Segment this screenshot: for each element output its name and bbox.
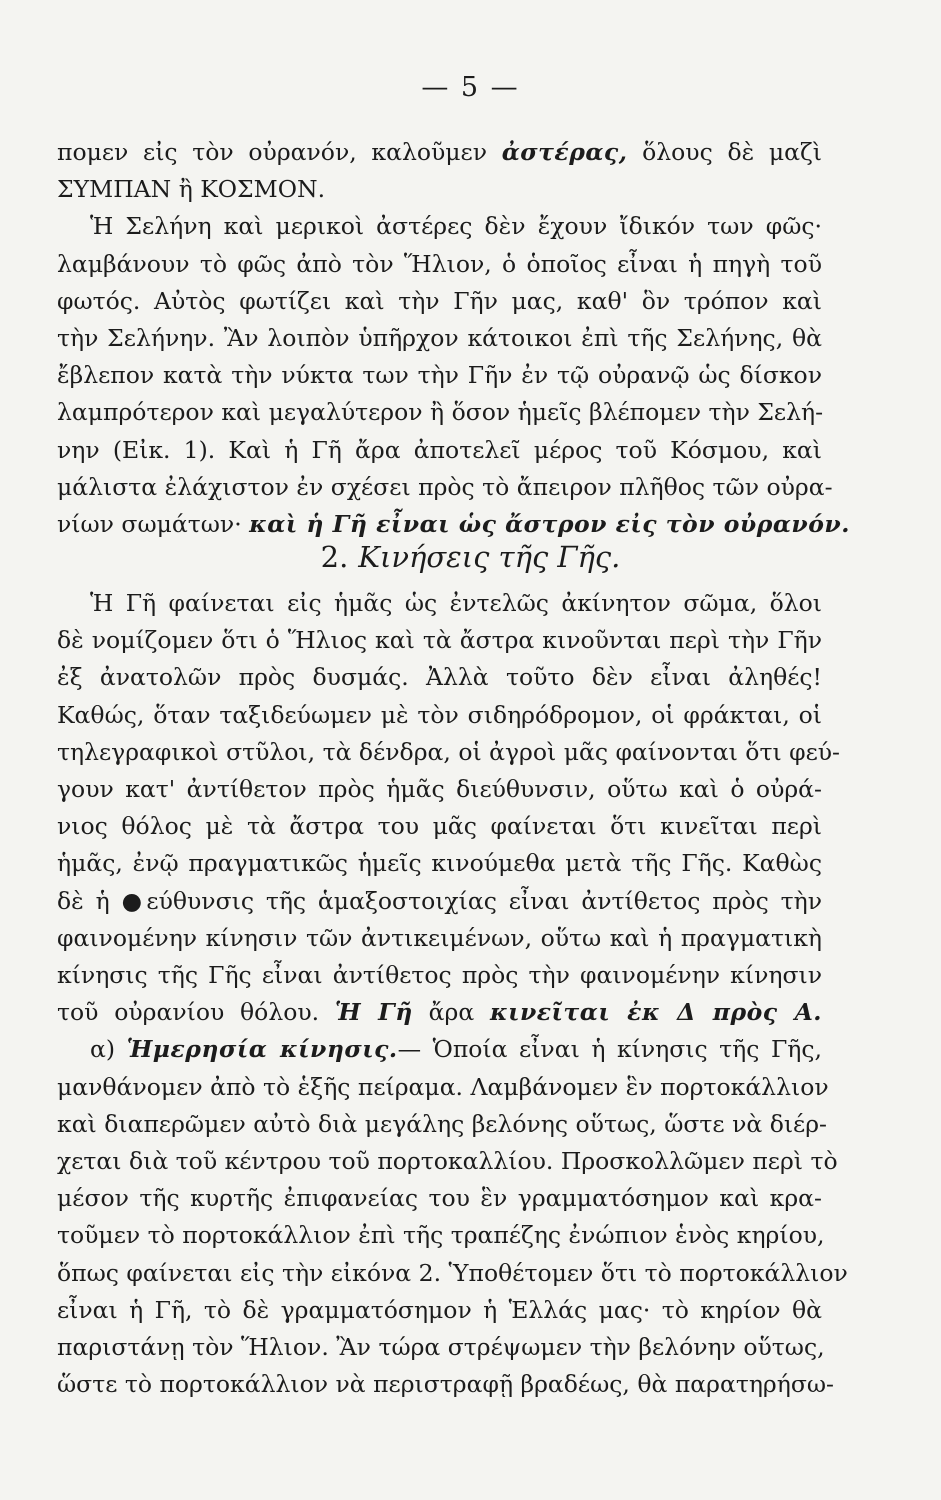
text-line: ὅπως φαίνεται εἰς τὴν εἰκόνα 2. Ὑποθέτομεν ὅτι τὸ πορτοκάλλιον <box>57 1258 848 1287</box>
emphasis-term: Ἡ Γῆ <box>334 998 413 1027</box>
text-line: ἡμᾶς, ἐνῷ πραγματικῶς ἡμεῖς κινούμεθα μετὰ τῆς Γῆς. Καθὼς <box>57 849 822 878</box>
text-line: κίνησις τῆς Γῆς εἶναι ἀντίθετος πρὸς τὴν φαινομένην κίνησιν <box>57 961 822 990</box>
paragraph-1 <box>57 134 850 543</box>
text-line: ἐξ ἀνατολῶν πρὸς δυσμάς. Ἀλλὰ τοῦτο δὲν εἶναι ἀληθές! <box>57 663 822 692</box>
text-line: ὥστε τὸ πορτοκάλλιον νὰ περιστραφῇ βραδέως, θὰ παρατηρήσω- <box>57 1370 834 1399</box>
text-line: τηλεγραφικοὶ στῦλοι, τὰ δένδρα, οἱ ἀγροὶ μᾶς φαίνονται ὅτι φεύ- <box>57 737 840 766</box>
text-line: ἔβλεπον κατὰ τὴν νύκτα των τὴν Γῆν ἐν τῷ οὐρανῷ ὡς δίσκον <box>57 361 822 390</box>
paragraph-2 <box>57 585 848 1403</box>
text-line: δὲ ἡ ●εύθυνσις τῆς ἁμαξοστοιχίας εἶναι ἀντίθετος πρὸς τὴν <box>57 886 822 915</box>
text-line: χεται διὰ τοῦ κέντρου τοῦ πορτοκαλλίου. Προσκολλῶμεν περὶ τὸ <box>57 1147 838 1176</box>
text-line: εἶναι ἡ Γῆ, τὸ δὲ γραμματόσημον ἡ Ἑλλάς μας· τὸ κηρίον θὰ <box>57 1295 822 1324</box>
text-line: καὶ διαπερῶμεν αὐτὸ διὰ μεγάλης βελόνης οὕτως, ὥστε νὰ διέρ- <box>57 1109 827 1138</box>
emphasis-sentence: καὶ ἡ Γῆ εἶναι ὡς ἄστρον εἰς τὸν οὐρανόν. <box>249 510 850 539</box>
text-line: πομεν εἰς τὸν οὐρανόν, καλοῦμεν ἀστέρας, ὅλους δὲ μαζὶ <box>57 138 822 166</box>
section-heading <box>0 540 941 574</box>
subsection-title: Ἡμερησία κίνησις. <box>126 1035 398 1064</box>
text-line: δὲ νομίζομεν ὅτι ὁ Ἥλιος καὶ τὰ ἄστρα κινοῦνται περὶ τὴν Γῆν <box>57 626 822 655</box>
text-line: Ἡ Σελήνη καὶ μερικοὶ ἀστέρες δὲν ἔχουν ἴδικόν των φῶς· <box>90 212 822 241</box>
text-line: μέσον τῆς κυρτῆς ἐπιφανείας του ἓν γραμματόσημον καὶ κρα- <box>57 1184 822 1213</box>
page-number: — 5 — <box>421 72 520 103</box>
section-title: Κινήσεις τῆς Γῆς. <box>358 540 621 574</box>
text-line: Καθώς, ὅταν ταξιδεύωμεν μὲ τὸν σιδηρόδρομον, οἱ φράκται, οἱ <box>57 700 822 729</box>
text-line: μανθάνομεν ἀπὸ τὸ ἑξῆς πείραμα. Λαμβάνομεν ἓν πορτοκάλλιον <box>57 1072 829 1101</box>
text-line: τὴν Σελήνην. Ἂν λοιπὸν ὑπῆρχον κάτοικοι ἐπὶ τῆς Σελήνης, θὰ <box>57 324 822 353</box>
text-line: λαμβάνουν τὸ φῶς ἀπὸ τὸν Ἥλιον, ὁ ὁποῖος εἶναι ἡ πηγὴ τοῦ <box>57 249 822 278</box>
emphasis-term: κινεῖται ἐκ Δ πρὸς Α. <box>489 998 822 1027</box>
text-line: γουν κατ' ἀντίθετον πρὸς ἡμᾶς διεύθυνσιν, οὕτω καὶ ὁ οὐρά- <box>57 775 822 804</box>
text-line: φαινομένην κίνησιν τῶν ἀντικειμένων, οὕτω καὶ ἡ πραγματικὴ <box>57 923 822 952</box>
section-number: 2. <box>320 540 349 574</box>
text-line: τοῦμεν τὸ πορτοκάλλιον ἐπὶ τῆς τραπέζης ἐνώπιον ἑνὸς κηρίου, <box>57 1221 825 1250</box>
text-line: παριστάνῃ τὸν Ἥλιον. Ἂν τώρα στρέψωμεν τὴν βελόνην οὕτως, <box>57 1333 825 1362</box>
text-line: τοῦ οὐρανίου θόλου. Ἡ Γῆ ἄρα κινεῖται ἐκ Δ πρὸς Α. <box>57 998 822 1027</box>
text-line: φωτός. Αὐτὸς φωτίζει καὶ τὴν Γῆν μας, καθ' ὃν τρόπον καὶ <box>57 286 822 315</box>
text-line: α) Ἡμερησία κίνησις.— Ὁποία εἶναι ἡ κίνησις τῆς Γῆς, <box>90 1035 822 1064</box>
text-line: ΣΥΜΠΑΝ ἢ ΚΟΣΜΟΝ. <box>57 175 326 204</box>
text-line: λαμπρότερον καὶ μεγαλύτερον ἢ ὅσον ἡμεῖς βλέπομεν τὴν Σελή- <box>57 398 824 427</box>
text-line: νίων σωμάτων· καὶ ἡ Γῆ εἶναι ὡς ἄστρον εἰς τὸν οὐρανόν. <box>57 510 850 539</box>
text-line: νην (Εἰκ. 1). Καὶ ἡ Γῆ ἄρα ἀποτελεῖ μέρος τοῦ Κόσμου, καὶ <box>57 435 822 464</box>
emphasis-term: ἀστέρας, <box>501 138 628 166</box>
text-line: μάλιστα ἐλάχιστον ἐν σχέσει πρὸς τὸ ἄπειρον πλῆθος τῶν οὐρα- <box>57 472 833 501</box>
text-line: νιος θόλος μὲ τὰ ἄστρα του μᾶς φαίνεται ὅτι κινεῖται περὶ <box>57 812 822 841</box>
text-line: Ἡ Γῆ φαίνεται εἰς ἡμᾶς ὡς ἐντελῶς ἀκίνητον σῶμα, ὅλοι <box>90 589 822 617</box>
